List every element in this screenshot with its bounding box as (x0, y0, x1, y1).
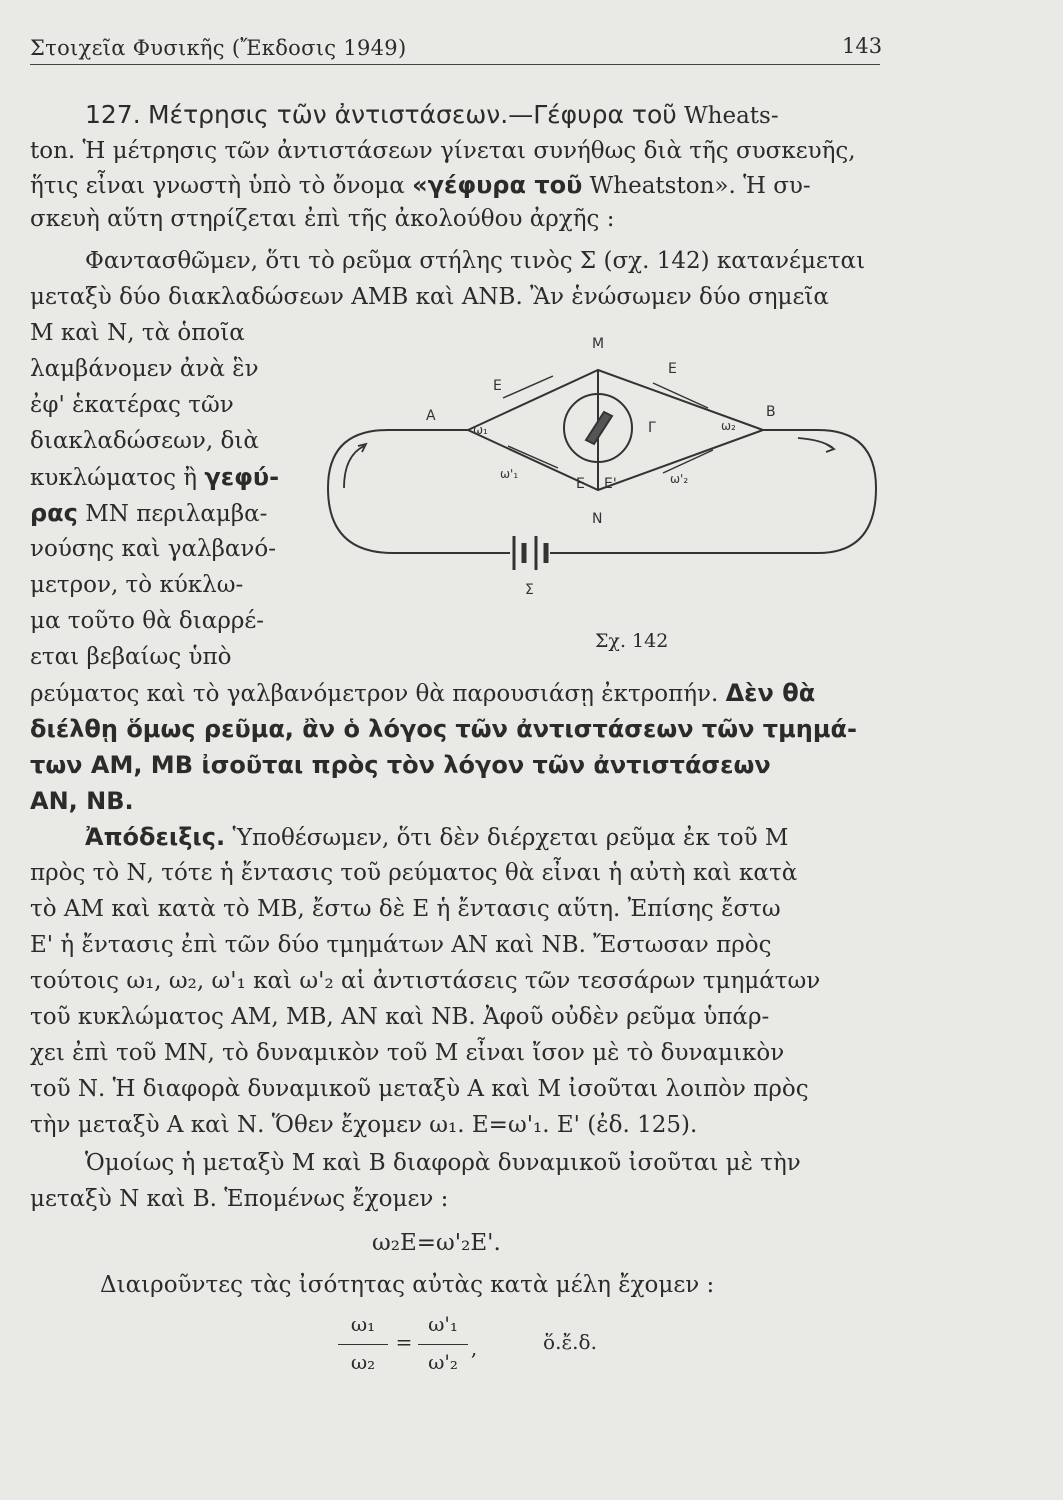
p2-narrow-9: μα τοῦτο θὰ διαρρέ- (30, 608, 265, 634)
arrow-an (508, 446, 558, 468)
arrow-right-loop (798, 438, 833, 448)
label-w2: ω₂ (721, 419, 736, 433)
p2-narrow-2: λαμβάνομεν ἀνὰ ἓν (30, 356, 259, 382)
p2-tail-2: διέλθῃ ὅμως ρεῦμα, ἂν ὁ λόγος τῶν ἀντιστάσεων τῶν τμημά- (30, 715, 857, 743)
frac-num-left: ω₁ (350, 1312, 376, 1336)
label-n: Ν (592, 511, 603, 527)
proof-line-5: τούτοις ω₁, ω₂, ω'₁ καὶ ω'₂ αἱ ἀντιστάσεις τῶν τεσσάρων τμημάτων (30, 968, 821, 994)
loop-left-wire (328, 430, 510, 553)
arrow-nb (663, 450, 713, 473)
label-battery: Σ (525, 582, 534, 598)
p2-narrow-6-text: ΜΝ περιλαμβα- (85, 501, 268, 527)
proof-line-9: τὴν μεταξὺ Α καὶ Ν. Ὅθεν ἔχομεν ω₁. Ε=ω'₁. Ε' (ἐδ. 125). (30, 1112, 698, 1138)
proof-line-3: τὸ ΑΜ καὶ κατὰ τὸ ΜΒ, ἔστω δὲ Ε ἡ ἔντασις αὕτη. Ἐπίσης ἔστω (30, 896, 781, 922)
proof-line-11: μεταξὺ Ν καὶ Β. Ἑπομένως ἔχομεν : (30, 1186, 449, 1212)
header-rule (30, 64, 880, 65)
equation-1: ω₂Ε=ω'₂Ε'. (372, 1230, 501, 1256)
p2-bold-bridge-1: γεφύ- (204, 463, 280, 491)
p2-tail-3: των ΑΜ, ΜΒ ἰσοῦται πρὸς τὸν λόγον τῶν ἀντιστάσεων (30, 751, 771, 779)
p1-line-2-end: Wheatston». Ἡ συ- (589, 173, 811, 199)
label-w1: ω₁ (473, 423, 488, 437)
label-gamma: Γ (648, 420, 656, 436)
figure-caption: Σχ. 142 (595, 630, 669, 652)
p2-tail-1 (30, 678, 815, 709)
p2-narrow-6 (30, 498, 267, 529)
p2-narrow-10: εται βεβαίως ὑπὸ (30, 644, 232, 670)
label-e-prime: Ε' (604, 476, 617, 492)
bridge-diagram (318, 328, 888, 618)
p1-line-1: ton. Ἡ μέτρησις τῶν ἀντιστάσεων γίνεται συνήθως διὰ τῆς συσκευῆς, (30, 138, 856, 164)
proof-line-2: πρὸς τὸ Ν, τότε ἡ ἔντασις τοῦ ρεύματος θὰ εἶναι ἡ αὐτὴ καὶ κατὰ (30, 860, 798, 886)
p1-bold-name: «γέφυρα τοῦ (412, 171, 583, 199)
label-e-bottom: Ε (576, 476, 585, 492)
frac-den-right: ω'₂ (428, 1350, 458, 1374)
frac-num-right: ω'₁ (428, 1312, 458, 1336)
p2-narrow-1: Μ καὶ Ν, τὰ ὁποῖα (30, 320, 245, 346)
page-number: 143 (842, 34, 883, 58)
arrow-left-loop (344, 446, 364, 488)
p2-narrow-3: ἐφ' ἑκατέρας τῶν (30, 392, 234, 418)
p1-line-2 (30, 170, 811, 201)
p2-line-2: μεταξὺ δύο διακλαδώσεων ΑΜΒ καὶ ΑΝΒ. Ἂν ἑνώσωμεν δύο σημεῖα (30, 284, 829, 310)
label-a: Α (426, 408, 436, 424)
label-e-top-left: Ε (493, 378, 502, 394)
proof-line-7: χει ἐπὶ τοῦ ΜΝ, τὸ δυναμικὸν τοῦ Μ εἶναι ἴσον μὲ τὸ δυναμικὸν (30, 1040, 785, 1066)
wheatstone-bridge-figure (318, 328, 888, 618)
label-w2p: ω'₂ (670, 472, 689, 486)
qed: ὅ.ἔ.δ. (543, 1330, 597, 1354)
section-subtitle-name: Wheats- (684, 103, 779, 129)
p2-narrow-8: μετρον, τὸ κύκλω- (30, 572, 244, 598)
arrow-mb (653, 383, 708, 408)
p2-narrow-5 (30, 462, 279, 493)
p2-narrow-7: νούσης καὶ γαλβανό- (30, 536, 277, 562)
p2-tail-4: ΑΝ, ΝΒ. (30, 787, 134, 815)
proof-line-8: τοῦ Ν. Ἡ διαφορὰ δυναμικοῦ μεταξὺ Α καὶ Μ ἰσοῦται λοιπὸν πρὸς (30, 1076, 809, 1102)
p2-tail-1-text: ρεύματος καὶ τὸ γαλβανόμετρον θὰ παρουσιάσῃ ἐκτροπήν. (30, 681, 719, 707)
p2-narrow-5-text: κυκλώματος ἢ (30, 465, 198, 491)
proof-line-1-text: Ὑποθέσωμεν, ὅτι δὲν διέρχεται ρεῦμα ἐκ τοῦ Μ (232, 825, 789, 851)
frac-bar-right (418, 1344, 468, 1345)
running-title: Στοιχεῖα Φυσικῆς (Ἔκδοσις 1949) (30, 36, 407, 60)
proof-line-4: Ε' ἡ ἔντασις ἐπὶ τῶν δύο τμημάτων ΑΝ καὶ ΝΒ. Ἔστωσαν πρὸς (30, 932, 772, 958)
p2-line-1: Φαντασθῶμεν, ὅτι τὸ ρεῦμα στήλης τινὸς Σ (σχ. 142) κατανέμεται (85, 248, 866, 274)
proof-line-10: Ὁμοίως ἡ μεταξὺ Μ καὶ Β διαφορὰ δυναμικοῦ ἰσοῦται μὲ τὴν (85, 1150, 801, 1176)
proof-line-1 (85, 822, 788, 853)
frac-bar-left (338, 1344, 388, 1345)
p1-line-3: σκευὴ αὕτη στηρίζεται ἐπὶ τῆς ἀκολούθου ἀρχῆς : (30, 206, 615, 232)
p1-line-2-text: ἥτις εἶναι γνωστὴ ὑπὸ τὸ ὄνομα (30, 173, 405, 199)
label-e-top-right: Ε (668, 361, 677, 377)
label-w1p: ω'₁ (500, 467, 519, 481)
dividing-line: Διαιροῦντες τὰς ἰσότητας αὐτὰς κατὰ μέλη ἔχομεν : (100, 1272, 715, 1298)
label-m: Μ (592, 336, 605, 352)
frac-den-left: ω₂ (350, 1350, 376, 1374)
section-title: Μέτρησις τῶν ἀντιστάσεων. (147, 100, 509, 129)
p2-narrow-4: διακλαδώσεων, διὰ (30, 428, 259, 454)
section-subtitle: —Γέφυρα τοῦ (508, 100, 677, 129)
proof-heading: Ἀπόδειξις. (85, 823, 226, 851)
proof-line-6: τοῦ κυκλώματος ΑΜ, ΜΒ, ΑΝ καὶ ΝΒ. Ἀφοῦ οὐδὲν ρεῦμα ὑπάρ- (30, 1004, 770, 1030)
frac-equals: = (395, 1330, 413, 1354)
p2-bold-bridge-2: ρας (30, 499, 78, 527)
p2-tail-bold-start: Δὲν θὰ (725, 679, 816, 707)
label-b: Β (766, 404, 776, 420)
section-number: 127. (85, 100, 141, 129)
frac-comma: , (470, 1336, 478, 1360)
section-heading (85, 100, 779, 131)
